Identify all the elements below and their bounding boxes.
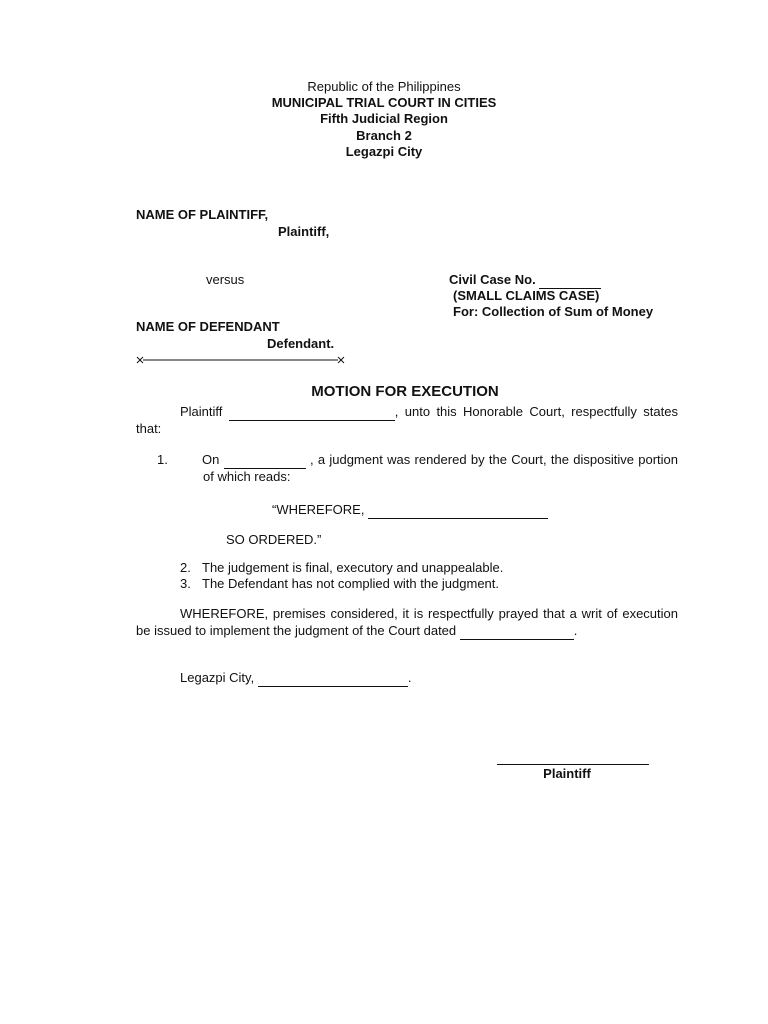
item3-number: 3. xyxy=(180,576,191,591)
place-date xyxy=(180,670,411,687)
place-label: Legazpi City, xyxy=(180,670,255,685)
header-republic: Republic of the Philippines xyxy=(307,79,461,94)
item1-on: On xyxy=(202,452,220,467)
prayer-end: . xyxy=(573,622,578,638)
wherefore-quote xyxy=(272,502,548,519)
intro-plaintiff: Plaintiff xyxy=(180,404,223,419)
so-ordered: SO ORDERED.” xyxy=(226,532,322,547)
item2-number: 2. xyxy=(180,560,191,575)
document-title: MOTION FOR EXECUTION xyxy=(311,383,499,400)
header-city: Legazpi City xyxy=(345,143,423,159)
prayer-text: WHEREFORE, premises considered, it is respectfully prayed that a writ of execution be issued to implement the judgment of the Court dated xyxy=(136,606,678,638)
prayer-date-blank[interactable] xyxy=(460,623,574,641)
plaintiff-name: NAME OF PLAINTIFF, xyxy=(136,207,269,222)
versus-label: versus xyxy=(206,272,245,287)
place-date-blank[interactable] xyxy=(258,670,408,687)
case-type: (SMALL CLAIMS CASE) xyxy=(453,288,600,303)
prayer-paragraph xyxy=(136,606,678,640)
dispositive-blank[interactable] xyxy=(368,502,548,519)
wherefore-label: “WHEREFORE, xyxy=(272,502,365,517)
case-subject: For: Collection of Sum of Money xyxy=(453,304,654,319)
header-region: Fifth Judicial Region xyxy=(320,111,448,127)
intro-paragraph xyxy=(136,404,678,437)
judgment-date-blank[interactable] xyxy=(224,452,306,469)
list-item-3 xyxy=(180,576,499,592)
defendant-role: Defendant. xyxy=(267,336,335,351)
header-court: MUNICIPAL TRIAL COURT IN CITIES xyxy=(271,95,497,111)
case-number-label: Civil Case No. xyxy=(449,272,536,287)
plaintiff-blank[interactable] xyxy=(229,404,395,421)
defendant-name: NAME OF DEFENDANT xyxy=(136,319,280,334)
item1-rest: , a judgment was rendered by the Court, the dispositive portion of which reads: xyxy=(203,452,678,484)
item1-number: 1. xyxy=(157,452,168,467)
place-end: . xyxy=(407,670,412,685)
list-item-2 xyxy=(180,560,503,576)
item3-text: The Defendant has not complied with the judgment. xyxy=(202,576,500,591)
header-branch: Branch 2 xyxy=(356,127,412,143)
item2-text: The judgement is final, executory and unappealable. xyxy=(202,560,504,575)
court-header xyxy=(0,79,768,160)
plaintiff-role: Plaintiff, xyxy=(278,224,330,239)
signature-line[interactable] xyxy=(497,764,649,765)
case-number xyxy=(449,272,601,289)
list-item-1 xyxy=(157,452,678,485)
caption-separator xyxy=(134,354,348,366)
case-number-blank[interactable] xyxy=(539,272,601,289)
signature-label: Plaintiff xyxy=(543,766,591,781)
intro-rest: , unto this Honorable Court, respectfully states that: xyxy=(136,404,678,436)
